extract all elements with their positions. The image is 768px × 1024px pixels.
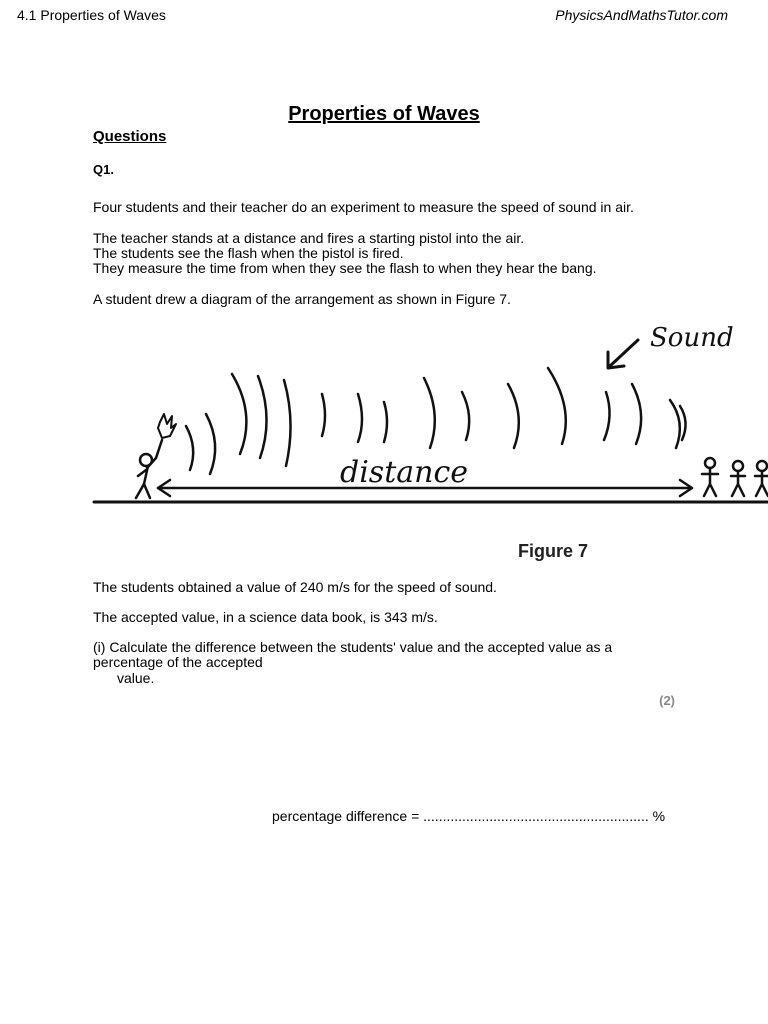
- question-paragraph-5: The accepted value, in a science data book, is 343 m/s.: [93, 609, 438, 625]
- section-heading: Questions: [93, 128, 167, 145]
- teacher-figure: [136, 414, 176, 498]
- part-i-line-3: value.: [117, 670, 155, 686]
- label-sound: Sound: [650, 323, 734, 353]
- students-figures: [702, 458, 768, 496]
- question-paragraph-2-line-1: The teacher stands at a distance and fires a starting pistol into the air.: [93, 230, 525, 246]
- part-i-line-1: (i) Calculate the difference between the students' value and the accepted value as a: [93, 639, 613, 655]
- header-left: 4.1 Properties of Waves: [17, 7, 166, 23]
- sound-arrow: [608, 340, 638, 368]
- figure-caption: Figure 7: [518, 541, 589, 561]
- question-number: Q1.: [93, 162, 114, 177]
- question-paragraph-2-line-3: They measure the time from when they see the flash to when they hear the bang.: [93, 260, 597, 276]
- question-paragraph-4: The students obtained a value of 240 m/s for the speed of sound.: [93, 579, 497, 595]
- page-title: [0, 103, 768, 126]
- figure-7-diagram: [90, 318, 768, 566]
- question-paragraph-1: Four students and their teacher do an experiment to measure the speed of sound in air.: [93, 199, 634, 215]
- question-paragraph-3: A student drew a diagram of the arrangement as shown in Figure 7.: [93, 291, 511, 307]
- question-paragraph-2-line-2: The students see the flash when the pistol is fired.: [93, 245, 404, 261]
- marks-indicator: (2): [659, 693, 675, 708]
- header-right: PhysicsAndMathsTutor.com: [555, 7, 728, 23]
- answer-field-percentage-difference[interactable]: percentage difference = .......................................................... %: [272, 808, 666, 824]
- label-distance: distance: [340, 455, 469, 490]
- page-title-text: Properties of Waves: [288, 103, 480, 125]
- part-i-line-2: percentage of the accepted: [93, 654, 263, 670]
